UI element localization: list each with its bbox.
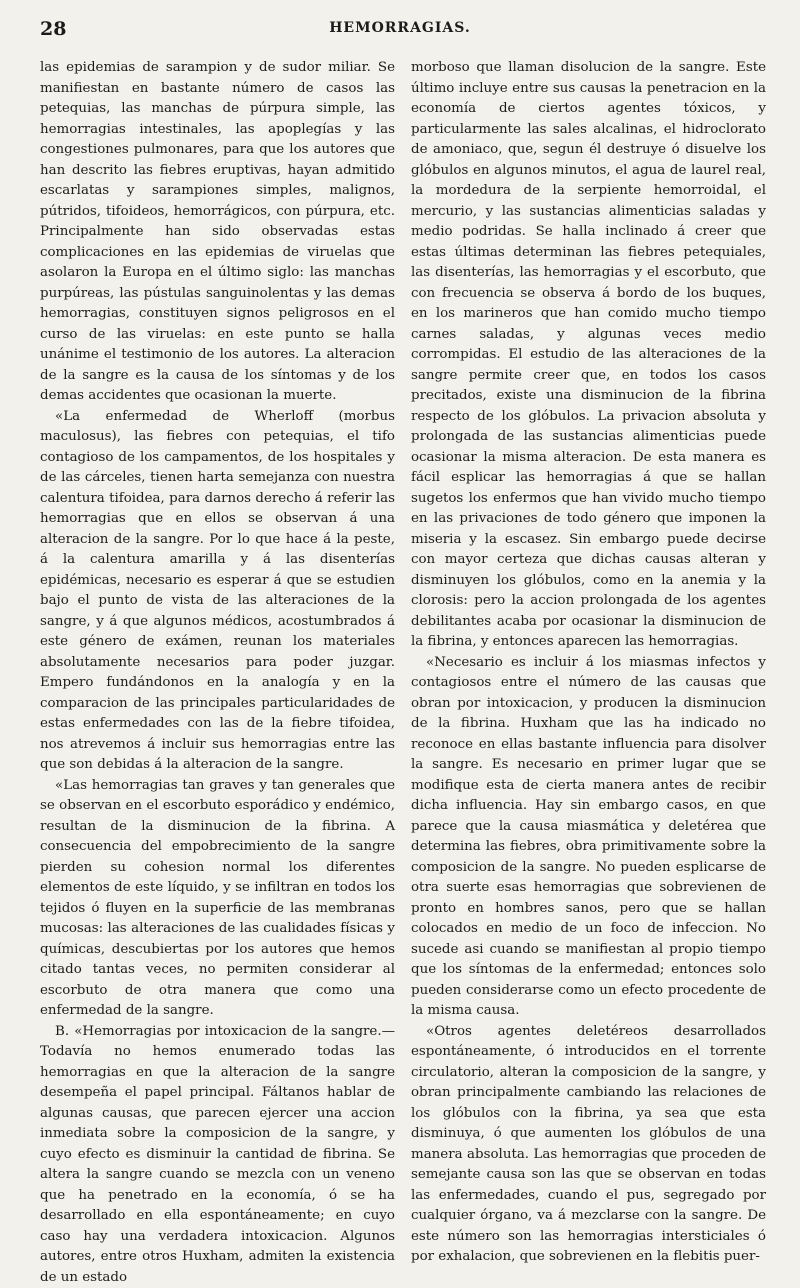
paragraph: «Necesario es incluir á los miasmas infectos y contagiosos entre el número de las causas que obran por intoxicacion, y producen la disminucion de la fibrina. Huxham que las ha indicado no reconoce en ellas bastante influencia para disolver la sangre. Es necesario en primer lugar que se modifique esta de cierta manera antes de recibir dicha influencia. Hay sin embargo casos, en que parece que la causa miasmática y deletérea que determina las fiebres, obra primitivamente sobre la composicion de la sangre. No pueden esplicarse de otra suerte esas hemorragias que sobrevienen de pronto en hombres sanos, pero que se hallan colocados en medio de un foco de infeccion. No sucede asi cuando se manifiestan al propio tiempo que los síntomas de la enfermedad; entonces solo pueden considerarse como un efecto procedente de la misma causa. <box>411 653 766 1022</box>
right-column <box>411 58 766 1264</box>
paragraph: las epidemias de sarampion y de sudor miliar. Se manifiestan en bastante número de casos las petequias, las manchas de púrpura simple, las hemorragias intestinales, las apoplegías y las congestiones pulmonares, para que los autores que han descrito las fiebres eruptivas, hayan admitido escarlatas y sarampiones simples, malignos, pútridos, tifoideos, hemorrágicos, con púrpura, etc. Principalmente han sido observadas estas complicaciones en las epidemias de viruelas que asolaron la Europa en el último siglo: las manchas purpúreas, las pústulas sanguinolentas y las demas hemorragias, constituyen signos peligrosos en el curso de las viruelas: en este punto se halla unánime el testimonio de los autores. La alteracion de la sangre es la causa de los síntomas y de los demas accidentes que ocasionan la muerte. <box>40 58 395 407</box>
paragraph: «Otros agentes deletéreos desarrollados espontáneamente, ó introducidos en el torrente circulatorio, alteran la composicion de la sangre, y obran principalmente cambiando las relaciones de los glóbulos con la fibrina, ya sea que esta disminuya, ó que aumenten los glóbulos de una manera absoluta. Las hemorragias que proceden de semejante causa son las que se observan en todas las enfermedades, cuando el pus, segregado por cualquier órgano, va á mezclarse con la sangre. De este número son las hemorragias intersticiales ó por exhalacion, que sobrevienen en la flebitis puer- <box>411 1022 766 1268</box>
page-number: 28 <box>40 18 66 40</box>
running-header: HEMORRAGIAS. <box>0 20 800 36</box>
text-columns <box>40 58 766 1264</box>
paragraph: morboso que llaman disolucion de la sangre. Este último incluye entre sus causas la penetracion en la economía de ciertos agentes tóxicos, y particularmente las sales alcalinas, el hidroclorato de amoniaco, que, segun él destruye ó disuelve los glóbulos en algunos minutos, el agua de laurel real, la mordedura de la serpiente hemorroidal, el mercurio, y las sustancias alimenticias saladas y medio podridas. Se halla inclinado á creer que estas últimas determinan las fiebres petequiales, las disenterías, las hemorragias y el escorbuto, que con frecuencia se observa á bordo de los buques, en los marineros que han comido mucho tiempo carnes saladas, y algunas veces medio corrompidas. El estudio de las alteraciones de la sangre permite creer que, en todos los casos precitados, existe una disminucion de la fibrina respecto de los glóbulos. La privacion absoluta y prolongada de las sustancias alimenticias puede ocasionar la misma alteracion. De esta manera es fácil esplicar las hemorragias á que se hallan sugetos los enfermos que han vivido mucho tiempo en las privaciones de todo género que imponen la miseria y la escasez. Sin embargo puede decirse con mayor certeza que dichas causas alteran y disminuyen los glóbulos, como en la anemia y la clorosis: pero la accion prolongada de los agentes debilitantes acaba por ocasionar la disminucion de la fibrina, y entonces aparecen las hemorragias. <box>411 58 766 653</box>
paragraph: B. «Hemorragias por intoxicacion de la sangre.—Todavía no hemos enumerado todas las hemorragias en que la alteracion de la sangre desempeña el papel principal. Fáltanos hablar de algunas causas, que parecen ejercer una accion inmediata sobre la composicion de la sangre, y cuyo efecto es disminuir la cantidad de fibrina. Se altera la sangre cuando se mezcla con un veneno que ha penetrado en la economía, ó se ha desarrollado en ella espontáneamente; en cuyo caso hay una verdadera intoxicacion. Algunos autores, entre otros Huxham, admiten la existencia de un estado <box>40 1022 395 1288</box>
left-column <box>40 58 395 1264</box>
paragraph: «Las hemorragias tan graves y tan generales que se observan en el escorbuto esporádico y endémico, resultan de la disminucion de la fibrina. A consecuencia del empobrecimiento de la sangre pierden su cohesion normal los diferentes elementos de este líquido, y se infiltran en todos los tejidos ó fluyen en la superficie de las membranas mucosas: las alteraciones de las cualidades físicas y químicas, descubiertas por los autores que hemos citado tantas veces, no permiten considerar al escorbuto de otra manera que como una enfermedad de la sangre. <box>40 776 395 1022</box>
paragraph: «La enfermedad de Wherloff (morbus maculosus), las fiebres con petequias, el tifo contagioso de los campamentos, de los hospitales y de las cárceles, tienen harta semejanza con nuestra calentura tifoidea, para darnos derecho á referir las hemorragias que en ellos se observan á una alteracion de la sangre. Por lo que hace á la peste, á la calentura amarilla y á las disenterías epidémicas, necesario es esperar á que se estudien bajo el punto de vista de las alteraciones de la sangre, y á que algunos médicos, acostumbrados á este género de exámen, reunan los materiales absolutamente necesarios para poder juzgar. Empero fundándonos en la analogía y en la comparacion de las principales particularidades de estas enfermedades con las de la fiebre tifoidea, nos atrevemos á incluir sus hemorragias entre las que son debidas á la alteracion de la sangre. <box>40 407 395 776</box>
